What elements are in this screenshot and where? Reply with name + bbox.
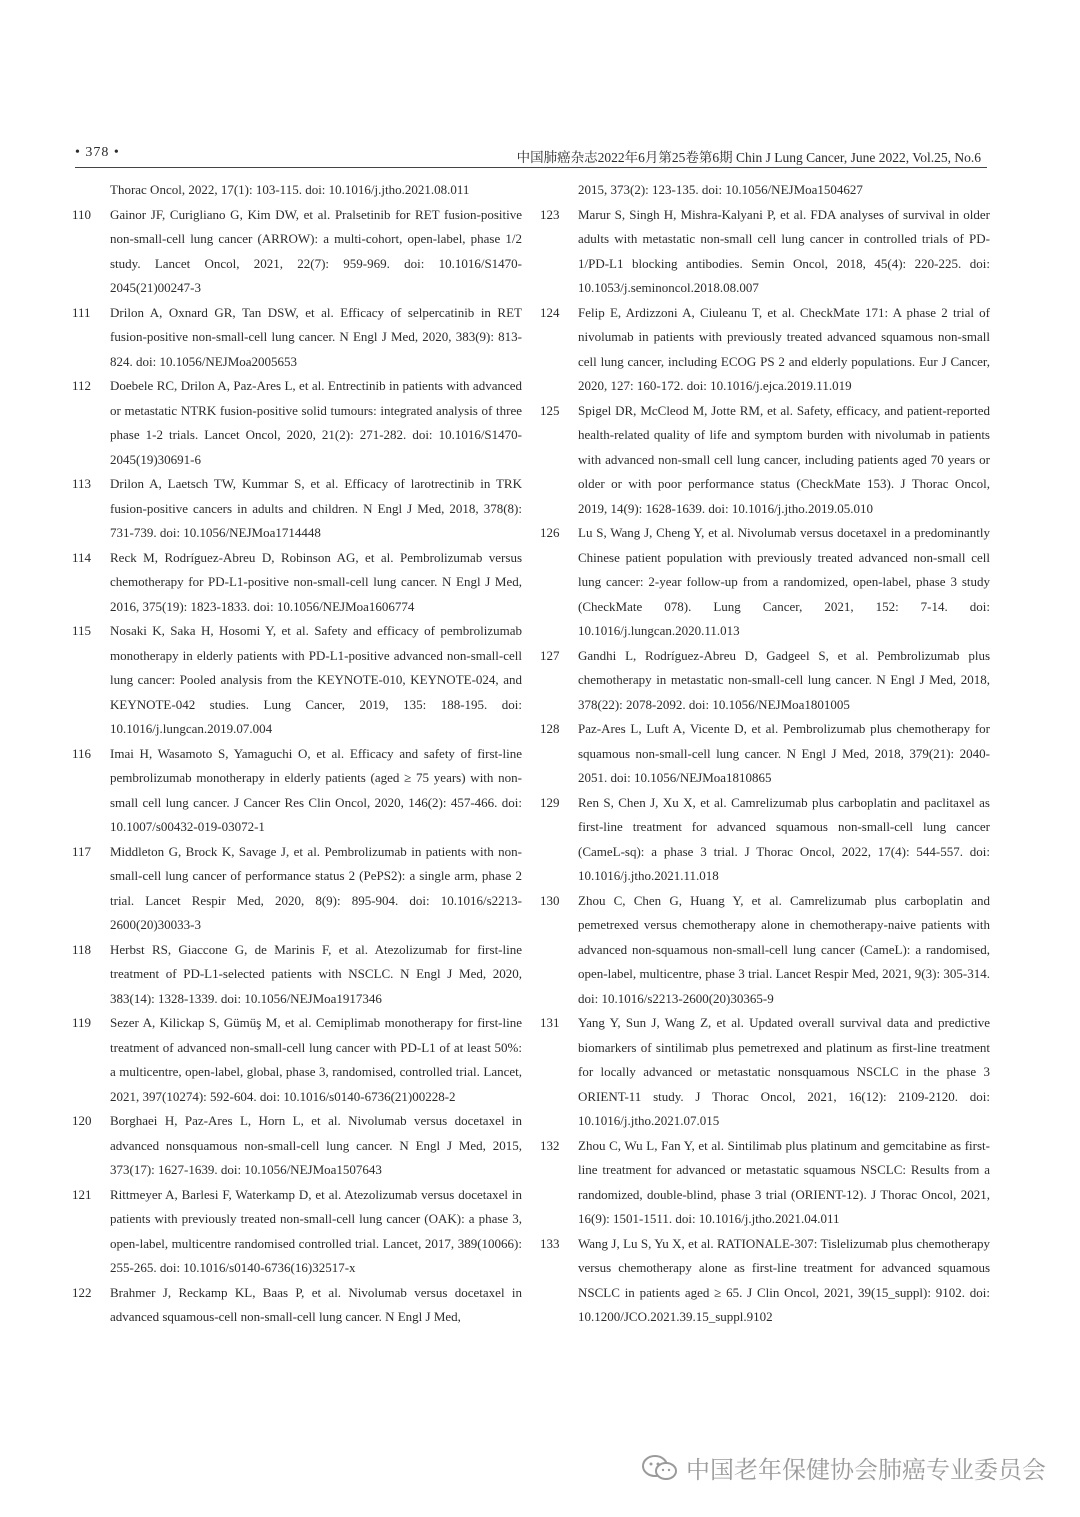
journal-header: 中国肺癌杂志2022年6月第25卷第6期 Chin J Lung Cancer, June 2022, Vol.25, No.6 [516,150,981,165]
reference-item: 120 Borghaei H, Paz-Ares L, Horn L, et al. Nivolumab versus docetaxel in advanced nonsquamous non-small-cell lung cancer. N Engl J Med, 2015, 373(17): 1627-1639. doi: 10.1056/NEJMoa1507643 [72,1113,522,1177]
page-number: • 378 • [75,145,120,160]
wechat-icon [640,1453,680,1483]
reference-item: 117 Middleton G, Brock K, Savage J, et al. Pembrolizumab in patients with non-small-cell lung cancer of performance status 2 (PePS2): a single arm, phase 2 trial. Lancet Respir Med, 2020, 8(9): 895-904. doi: 10.1016/s2213-2600(20)30033-3 [72,843,522,932]
reference-item: 125 Spigel DR, McCleod M, Jotte RM, et al. Safety, efficacy, and patient-reported health-related quality of life and symptom burden with nivolumab in patients with advanced non-small cell lung cancer, including patients aged 70 years or older or with poor performance status (CheckMate 153). J Thorac Oncol, 2019, 14(9): 1628-1639. doi: 10.1016/j.jtho.2019.05.010 [540,402,990,516]
reference-item: 127 Gandhi L, Rodríguez-Abreu D, Gadgeel S, et al. Pembrolizumab plus chemotherapy in metastatic non-small-cell lung cancer. N Engl J Med, 2018, 378(22): 2078-2092. doi: 10.1056/NEJMoa1801005 [540,647,990,712]
reference-item: 126 Lu S, Wang J, Cheng Y, et al. Nivolumab versus docetaxel in a predominantly Chinese patient population with previously treated advanced non-small cell lung cancer: 2-year follow-up from a randomized, open-label, phase 3 study (CheckMate 078). Lung Cancer, 2021, 152: 7-14. doi: 10.1016/j.lungcan.2020.11.013 [540,525,990,638]
reference-item: 114 Reck M, Rodríguez-Abreu D, Robinson AG, et al. Pembrolizumab versus chemotherapy for PD-L1-positive non-small-cell lung cancer. N Engl J Med, 2016, 375(19): 1823-1833. doi: 10.1056/NEJMoa1606774 [72,549,522,614]
reference-item: 112 Doebele RC, Drilon A, Paz-Ares L, et al. Entrectinib in patients with advanced or metastatic NTRK fusion-positive solid tumours: integrated analysis of three phase 1-2 trials. Lancet Oncol, 2020, 21(2): 271-282. doi: 10.1016/S1470-2045(19)30691-6 [72,378,522,467]
references-right-column [540,178,990,1330]
page-header [75,145,987,168]
reference-item: 113 Drilon A, Laetsch TW, Kummar S, et al. Efficacy of larotrectinib in TRK fusion-positive cancers in adults and children. N Engl J Med, 2018, 378(8): 731-739. doi: 10.1056/NEJMoa1714448 [72,476,522,540]
reference-item: 122 Brahmer J, Reckamp KL, Baas P, et al. Nivolumab versus docetaxel in advanced squamous-cell non-small-cell lung cancer. N Engl J Med, [72,1284,522,1324]
watermark-text: 中国老年保健协会肺癌专业委员会 [686,1456,1046,1484]
wechat-watermark [640,1450,1046,1485]
reference-item: 131 Yang Y, Sun J, Wang Z, et al. Updated overall survival data and predictive biomarkers of sintilimab plus pemetrexed and platinum as first-line treatment for locally advanced or metastatic nonsquamous NSCLC in the phase 3 ORIENT-11 study. J Thorac Oncol, 2021, 16(12): 2109-2120. doi: 10.1016/j.jtho.2021.07.015 [540,1015,990,1128]
reference-item: Thorac Oncol, 2022, 17(1): 103-115. doi: 10.1016/j.jtho.2021.08.011 [110,182,470,197]
reference-item: 132 Zhou C, Wu L, Fan Y, et al. Sintilimab plus platinum and gemcitabine as first-line treatment for advanced or metastatic squamous NSCLC: Results from a randomized, double-blind, phase 3 trial (ORIENT-12). J Thorac Oncol, 2021, 16(9): 1501-1511. doi: 10.1016/j.jtho.2021.04.011 [540,1137,990,1226]
reference-item: 111 Drilon A, Oxnard GR, Tan DSW, et al. Efficacy of selpercatinib in RET fusion-positive non-small-cell lung cancer. N Engl J Med, 2020, 383(9): 813-824. doi: 10.1056/NEJMoa2005653 [72,304,522,369]
reference-item: 124 Felip E, Ardizzoni A, Ciuleanu T, et al. CheckMate 171: A phase 2 trial of nivolumab in patients with previously treated advanced squamous non-small cell lung cancer, including ECOG PS 2 and elderly populations. Eur J Cancer, 2020, 127: 160-172. doi: 10.1016/j.ejca.2019.11.019 [540,304,990,393]
reference-item: 133 Wang J, Lu S, Yu X, et al. RATIONALE-307: Tislelizumab plus chemotherapy versus chemotherapy alone as first-line treatment for advanced squamous NSCLC in patients aged ≥ 65. J Clin Oncol, 2021, 39(15_suppl): 9102. doi: 10.1200/JCO.2021.39.15_suppl.9102 [540,1235,990,1324]
reference-item: 129 Ren S, Chen J, Xu X, et al. Camrelizumab plus carboplatin and paclitaxel as first-line treatment for advanced squamous non-small-cell lung cancer (CameL-sq): a phase 3 trial. J Thorac Oncol, 2022, 17(4): 544-557. doi: 10.1016/j.jtho.2021.11.018 [540,794,990,883]
reference-item: 128 Paz-Ares L, Luft A, Vicente D, et al. Pembrolizumab plus chemotherapy for squamous non-small-cell lung cancer. N Engl J Med, 2018, 379(21): 2040-2051. doi: 10.1056/NEJMoa1810865 [540,721,990,785]
reference-item: 121 Rittmeyer A, Barlesi F, Waterkamp D, et al. Atezolizumab versus docetaxel in patients with previously treated non-small-cell lung cancer (OAK): a phase 3, open-label, multicentre randomised controlled trial. Lancet, 2017, 389(10066): 255-265. doi: 10.1016/s0140-6736(16)32517-x [72,1186,522,1275]
references-left-column [72,178,522,1330]
reference-item: 115 Nosaki K, Saka H, Hosomi Y, et al. Safety and efficacy of pembrolizumab monotherapy in elderly patients with PD-L1-positive advanced non-small-cell lung cancer: Pooled analysis from the KEYNOTE-010, KEYNOTE-024, and KEYNOTE-042 studies. Lung Cancer, 2019, 135: 188-195. doi: 10.1016/j.lungcan.2019.07.004 [72,623,522,736]
reference-item: 130 Zhou C, Chen G, Huang Y, et al. Camrelizumab plus carboplatin and pemetrexed versus chemotherapy alone in chemotherapy-naive patients with advanced non-squamous non-small-cell lung cancer (CameL): a randomised, open-label, multicentre, phase 3 trial. Lancet Respir Med, 2021, 9(3): 305-314. doi: 10.1016/s2213-2600(20)30365-9 [540,892,990,1006]
reference-item: 116 Imai H, Wasamoto S, Yamaguchi O, et al. Efficacy and safety of first-line pembrolizumab monotherapy in elderly patients (aged ≥ 75 years) with non-small cell lung cancer. J Cancer Res Clin Oncol, 2020, 146(2): 457-466. doi: 10.1007/s00432-019-03072-1 [72,745,522,834]
reference-item: 123 Marur S, Singh H, Mishra-Kalyani P, et al. FDA analyses of survival in older adults with metastatic non-small cell lung cancer in controlled trials of PD-1/PD-L1 blocking antibodies. Semin Oncol, 2018, 45(4): 220-225. doi: 10.1053/j.seminoncol.2018.08.007 [540,206,990,295]
reference-item: 110 Gainor JF, Curigliano G, Kim DW, et al. Pralsetinib for RET fusion-positive non-small-cell lung cancer (ARROW): a multi-cohort, open-label, phase 1/2 study. Lancet Oncol, 2021, 22(7): 959-969. doi: 10.1016/S1470-2045(21)00247-3 [72,206,522,295]
reference-item: 118 Herbst RS, Giaccone G, de Marinis F, et al. Atezolizumab for first-line treatment of PD-L1-selected patients with NSCLC. N Engl J Med, 2020, 383(14): 1328-1339. doi: 10.1056/NEJMoa1917346 [72,941,522,1006]
reference-item: 119 Sezer A, Kilickap S, Gümüş M, et al. Cemiplimab monotherapy for first-line treatment of advanced non-small-cell lung cancer with PD-L1 of at least 50%: a multicentre, open-label, global, phase 3, randomised, controlled trial. Lancet, 2021, 397(10274): 592-604. doi: 10.1016/s0140-6736(21)00228-2 [72,1015,522,1104]
reference-item: 2015, 373(2): 123-135. doi: 10.1056/NEJMoa1504627 [578,182,863,197]
